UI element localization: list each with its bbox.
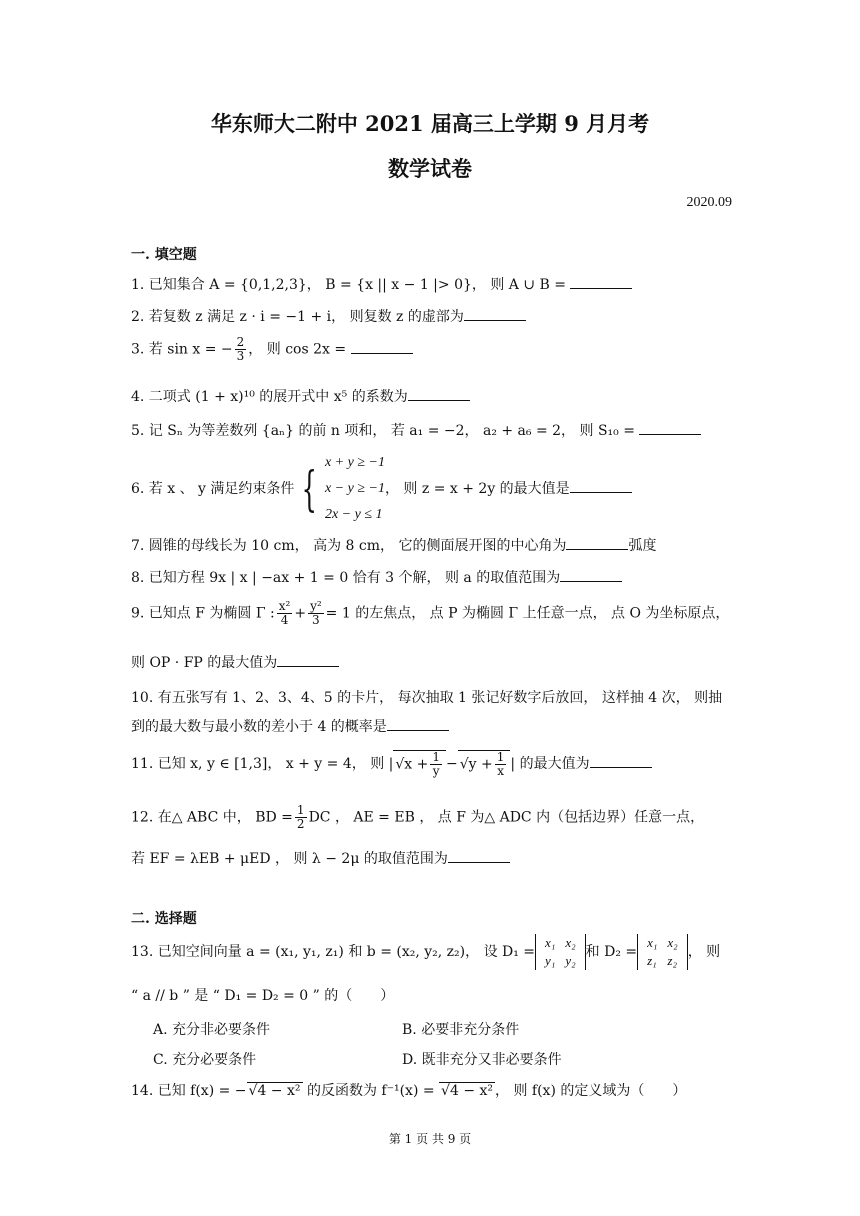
fraction: $\frac{2}{3}$	[236, 335, 245, 364]
question-14: 14. 已知 f(x) = − √4 − x² 的反函数为 f⁻¹(x) = √4 − x² ， 则 f(x) 的定义域为（ ）	[131, 1082, 687, 1099]
answer-blank	[351, 341, 413, 354]
question-11: 11. 已知 x, y ∈ [1,3]， x + y = 4， 则 | √x + $\frac{1}{y}$ − √y + $\frac{1}{x}$ | 的最大值为	[131, 750, 652, 778]
determinant-d2: x₁ x₂ z₁ z₂	[637, 934, 688, 970]
question-12-line-2: 若 EF = λEB + μED ， 则 λ − 2μ 的取值范围为	[131, 850, 510, 868]
question-7-text: 7. 圆锥的母线长为 10 cm， 高为 8 cm， 它的侧面展开图的中心角为	[131, 538, 567, 554]
answer-blank	[639, 422, 701, 435]
page-footer: 第 1 页 共 9 页	[388, 1132, 472, 1146]
square-root: √4 − x²	[441, 1083, 494, 1099]
question-1-text: 1. 已知集合 A = {0,1,2,3}， B = {x || x − 1 |> 0}， 则 A ∪ B =	[131, 277, 571, 293]
determinant-d1: x₁ x₂ y₁ y₂	[535, 934, 586, 970]
question-7: 7. 圆锥的母线长为 10 cm， 高为 8 cm， 它的侧面展开图的中心角为 弧度	[131, 538, 657, 554]
option-d[interactable]: D. 既非充分又非必要条件	[402, 1052, 562, 1068]
option-b[interactable]: B. 必要非充分条件	[402, 1022, 520, 1038]
option-a[interactable]: A. 充分非必要条件	[153, 1022, 271, 1038]
answer-blank	[570, 480, 632, 493]
question-13: 13. 已知空间向量 a = (x₁, y₁, z₁) 和 b = (x₂, y₂, z₂)， 设 D₁ = x₁ x₂ y₁ y₂ 和 D₂ = x₁ x₂ z₁ z₂ ， 则	[131, 935, 721, 968]
square-root: √y + $\frac{1}{x}$	[458, 750, 511, 778]
question-8	[131, 569, 622, 587]
question-9-line-2: 则 OP · FP 的最大值为	[131, 654, 339, 672]
answer-blank	[387, 718, 449, 731]
section-heading-fill-in: 一. 填空题	[131, 247, 197, 263]
section-heading-multiple-choice: 二. 选择题	[131, 911, 197, 927]
answer-blank	[590, 755, 652, 768]
fraction: $\frac{\text{x²}}{4}$	[278, 599, 291, 628]
page-subtitle: 数学试卷	[388, 156, 472, 181]
answer-blank	[448, 850, 510, 863]
question-10: 10. 有五张写有 1、2、3、4、5 的卡片， 每次抽取 1 张记好数字后放回， 这样抽 4 次， 则抽	[131, 690, 723, 706]
question-9: 9. 已知点 F 为椭圆 Γ : $\frac{\text{x²}}{4}$ + $\frac{\text{y²}}{3}$ = 1 的左焦点， 点 P 为椭圆 Γ 上任意一点， 点 O 为坐标原点，	[131, 599, 730, 628]
answer-blank	[277, 654, 339, 667]
answer-blank	[560, 569, 622, 582]
question-2	[131, 308, 526, 326]
question-3: 3. 若 sin x = − $\frac{2}{3}$ ， 则 cos 2x =	[131, 336, 413, 363]
question-13-text: 13. 已知空间向量 a = (x₁, y₁, z₁) 和 b = (x₂, y₂, z₂)， 设 D₁ =	[131, 944, 536, 960]
fraction: $\frac{\text{y²}}{3}$	[310, 599, 322, 628]
page-title: 华东师大二附中 2021 届高三上学期 9 月月考	[210, 111, 650, 136]
question-6: 6. 若 x 、 y 满足约束条件 { x + y ≥ −1 x − y ≥ −1 2x − y ≤ 1 ， 则 z = x + 2y 的最大值是	[131, 450, 632, 528]
answer-blank	[464, 308, 526, 321]
exam-date: 2020.09	[686, 195, 732, 210]
square-root: √4 − x²	[248, 1083, 301, 1099]
answer-blank	[566, 537, 628, 550]
question-11-text: 11. 已知 x, y ∈ [1,3]， x + y = 4， 则 |	[131, 756, 394, 773]
question-10-line-2: 到的最大数与最小数的差小于 4 的概率是	[131, 718, 449, 736]
question-2-text: 2. 若复数 z 满足 z · i = −1 + i， 则复数 z 的虚部为	[131, 309, 464, 325]
question-13-line-2: “ a // b ” 是 “ D₁ = D₂ = 0 ” 的（ ）	[131, 988, 395, 1004]
question-5-text: 5. 记 Sₙ 为等差数列 {aₙ} 的前 n 项和， 若 a₁ = −2， a₂ + a₆ = 2， 则 S₁₀ =	[131, 423, 640, 439]
square-root: √x + $\frac{1}{y}$	[393, 750, 446, 778]
question-4-text: 4. 二项式 (1 + x)¹⁰ 的展开式中 x⁵ 的系数为	[131, 389, 408, 405]
question-14-text: 14. 已知 f(x) = −	[131, 1082, 247, 1099]
answer-blank	[408, 388, 470, 401]
question-12: 12. 在△ ABC 中， BD = $\frac{1}{2}$ DC ， AE = EB ， 点 F 为△ ADC 内（包括边界）任意一点，	[131, 803, 705, 832]
constraint-system: x + y ≥ −1 x − y ≥ −1 2x − y ≤ 1	[324, 455, 385, 522]
left-brace: {	[302, 461, 318, 517]
question-1	[131, 276, 632, 294]
question-4	[131, 388, 470, 406]
question-6-text: 6. 若 x 、 y 满足约束条件	[131, 481, 295, 497]
question-3-text: 3. 若 sin x = −	[131, 341, 233, 358]
answer-blank	[570, 276, 632, 289]
question-5	[131, 422, 701, 440]
option-c[interactable]: C. 充分必要条件	[153, 1052, 257, 1068]
question-8-text: 8. 已知方程 9x | x | −ax + 1 = 0 恰有 3 个解， 则 a 的取值范围为	[131, 570, 561, 586]
question-9-text: 9. 已知点 F 为椭圆 Γ :	[131, 605, 275, 622]
question-12-text: 12. 在△ ABC 中，	[131, 809, 251, 826]
